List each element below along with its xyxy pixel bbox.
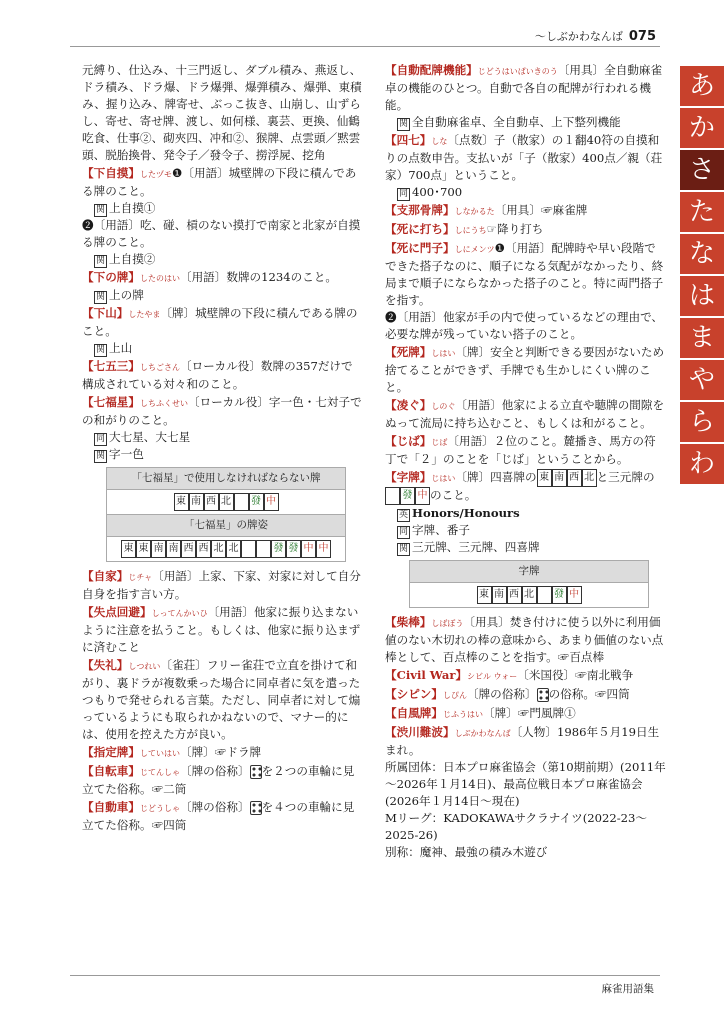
right-column: [385, 62, 667, 942]
entry-shiteihai: 【指定牌】していはい〔牌〕☞ドラ牌: [82, 745, 262, 759]
entry-jiba: 【じば】じば〔用語〕２位のこと。麓播き、馬方の符丁で「２」のことを「じば」ということから。: [385, 434, 656, 466]
index-tab-sa[interactable]: さ: [680, 150, 724, 190]
tile-west: 西: [204, 493, 219, 511]
entry-shichigosan: 【七五三】しちごさん〔ローカル役〕数牌の357だけで構成されている対々和のこと。: [82, 359, 353, 391]
tile-row: 東 南 西 北 發 中: [410, 583, 649, 608]
entry-shiniuchi: 【死に打ち】しにうち☞降り打ち: [385, 222, 544, 236]
entry-jicha: 【自家】じチャ〔用語〕上家、下家、対家に対して自分自身を指す言い方。: [82, 569, 361, 601]
entry-jidouhaipai: 【自動配牌機能】じどうはいぱいきのう〔用具〕全自動麻雀卓の機能のひとつ。自動で各自の配牌が行われる機能。 関 全自動麻雀卓、全自動卓、上下整列機能: [385, 63, 663, 129]
entry-shibabou: 【柴棒】しばぼう〔用具〕焚き付けに使う以外に利用価値のない木切れの棒の意味から、あまり価値のない点棒として、百点棒のことを指す。☞百点棒: [385, 615, 664, 664]
index-tab-ka[interactable]: か: [680, 108, 724, 148]
tile-row: 東 東 南 南 西 西 北 北 發 發 中 中: [107, 537, 346, 562]
entry-shitazumo: 【下自摸】したヅモ❶〔用語〕城壁牌の下段に積んである牌のこと。 関 上自摸① ❷〔用語〕吃、碰、槓のない摸打で南家と北家が自摸る牌のこと。 関 上自摸②: [82, 165, 364, 268]
two-pin-tile-icon: [250, 765, 262, 779]
tile-red: 中: [264, 493, 279, 511]
related-line: 関 上自摸②: [96, 252, 156, 266]
running-title: ～しぶかわなんば: [534, 30, 623, 43]
entry-shibukawa-nanba: 【渋川難波】しぶかわなんば〔人物〕1986年５月19日生まれ。 所属団体：日本プロ麻雀協会（第10期前期）(2011年～2026年１月14日)、最高位戦日本プロ麻雀協会(2026年１月14日～現在) Mリーグ：KADOKAWAサクラナイツ(2022-23～2025-26) 別称：魔神、最強の積み木遊び: [385, 725, 666, 859]
entry-shitayama: 【下山】したやま〔牌〕城壁牌の下段に積んである牌のこと。 関 上山: [82, 306, 358, 355]
footer-rule: [70, 975, 660, 976]
tile-south: 南: [189, 493, 204, 511]
index-tab-a[interactable]: あ: [680, 66, 724, 106]
entry-shina: 【四七】しな〔点数〕子（散家）の１翻40符の自摸和りの点数申告。支払いが「子（散家）400点／親（荘家）700点」ということ。 同 400･700: [385, 133, 663, 199]
tile-north: 北: [219, 493, 234, 511]
index-tab-ya[interactable]: や: [680, 360, 724, 400]
entry-shichifukusei: 【七福星】しちふくせい〔ローカル役〕字一色・七対子での和がりのこと。 同 大七星、大七星 関 字一色: [82, 395, 362, 461]
index-tab-ta[interactable]: た: [680, 192, 724, 232]
entry-jihai: 【字牌】じはい〔牌〕四喜牌の 東 南 西 北 と三元牌の發 中 のこと。 英 Honors/Honours 同 字牌、番子 関 三元牌、三元牌、四喜牌: [385, 470, 655, 554]
index-tab-ra[interactable]: ら: [680, 402, 724, 442]
four-pin-tile-icon: [250, 801, 262, 815]
index-tab-ma[interactable]: ま: [680, 318, 724, 358]
continued-entry: 元縛り、仕込み、十三門返し、ダブル積み、燕返し、ドラ積み、ドラ爆、ドラ爆弾、爆弾積み、爆弾、東積み、握り込み、牌寄せ、ぶっこ抜き、山崩し、山ずらし、寄せ、寄せ牌、渡し、如何様、裏芸、更換、仙鶴吃食、仕事②、砌夾四、冲和②、猴牌、点雲頭／黙雲頭、脱胎換骨、発令子／發令子、撈浮屍、挖角: [82, 63, 362, 162]
left-column: [82, 62, 364, 942]
entry-civil-war: 【Civil War】シビル ウォー〔米国役〕☞南北戦争: [385, 668, 634, 682]
footer-book-title: 麻雀用語集: [601, 983, 654, 995]
index-tab-ha[interactable]: は: [680, 276, 724, 316]
table-shichifukusei-tiles: 「七福星」で使用しなければならない牌 東 南 西 北 發 中 「七福星」の牌姿 東 東 南 南 西 西 北 北 發 發 中 中: [106, 467, 346, 562]
tile-green: 發: [249, 493, 264, 511]
header-rule: [70, 46, 660, 47]
index-tabs: [680, 66, 724, 486]
related-line: 関 上自摸①: [96, 201, 156, 215]
entry-jitensha: 【自転車】じてんしゃ〔牌の俗称〕 を２つの車輪に見立てた俗称。☞二筒: [82, 764, 355, 796]
headword: 【下自摸】: [82, 166, 140, 180]
tile-east: 東: [174, 493, 189, 511]
running-head: [0, 28, 656, 44]
tile-row: [107, 490, 346, 515]
four-pin-tile-icon: [537, 688, 549, 702]
page-number: 075: [628, 29, 656, 44]
entry-shitanohai: 【下の牌】したのはい〔用語〕数牌の1234のこと。 関 上の牌: [82, 270, 338, 302]
entry-shinogu: 【凌ぐ】しのぐ〔用語〕他家による立直や聴牌の間隙をぬって流局に持ち込むこと、もしくは和がること。: [385, 398, 665, 430]
body-columns: [82, 62, 667, 942]
entry-shipin: 【シピン】しぴん〔牌の俗称〕 の俗称。☞四筒: [385, 687, 630, 701]
index-tab-wa[interactable]: わ: [680, 444, 724, 484]
tile-white: [234, 493, 249, 511]
entry-jidousha: 【自動車】じどうしゃ〔牌の俗称〕 を４つの車輪に見立てた俗称。☞四筒: [82, 800, 355, 832]
reading: したヅモ: [139, 170, 172, 179]
entry-shittenkaihi: 【失点回避】しってんかいひ〔用語〕他家に振り込まないように注意を払うこと。もしくは、他家に振り込まずに済むこと: [82, 605, 361, 654]
entry-shinakaruta: 【支那骨牌】しなかるた〔用具〕☞麻雀牌: [385, 203, 588, 217]
entry-jifuuhai: 【自風牌】じふうはい〔牌〕☞門風牌①: [385, 706, 576, 720]
table-jihai-tiles: 字牌 東 南 西 北 發 中: [409, 560, 649, 608]
entry-shihai: 【死牌】しはい〔牌〕安全と判断できる要因がないため捨てることができず、手牌でも生かしにくい牌のこと。: [385, 345, 665, 394]
entry-shitsurei: 【失礼】しつれい〔雀荘〕フリー雀荘で立直を掛けて和がり、裏ドラが複数乗った場合に同卓者に気を遣ったつもりで発せられる言葉。ただし、同卓者に対して煽っているようにも取られかねないので、マナー的には、使用を控えた方が良い。: [82, 658, 361, 741]
index-tab-na[interactable]: な: [680, 234, 724, 274]
entry-shinimentsu: 【死に門子】しにメンツ❶〔用語〕配牌時や早い段階でできた搭子なのに、順子になる気配がなかったり、終局まで順子にならなかった搭子のこと。特に両門搭子を指す。 ❷〔用語〕他家が手の内で使っているなどの理由で、必要な牌が残っていない搭子のこと。: [385, 241, 664, 341]
